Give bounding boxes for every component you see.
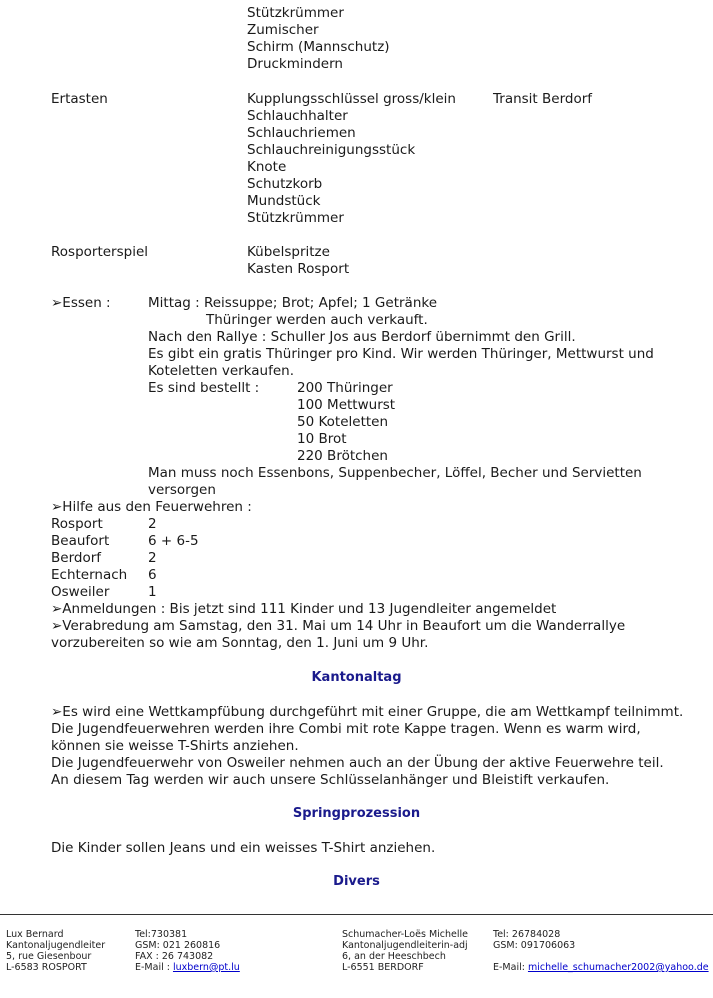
order-item: 50 Koteletten xyxy=(297,414,389,430)
list-item: Schlauchriemen xyxy=(247,125,356,141)
anmeldungen-line: ➢Anmeldungen : Bis jetzt sind 111 Kinder und 13 Jugendleiter angemeldet xyxy=(51,601,557,617)
list-item: Schlauchreinigungsstück xyxy=(247,142,416,158)
paragraph-line: können sie weisse T-Shirts anziehen. xyxy=(51,738,299,754)
essen-line: Es gibt ein gratis Thüringer pro Kind. Wir werden Thüringer, Mettwurst und xyxy=(148,346,654,362)
list-item: Stützkrümmer xyxy=(247,5,344,21)
footer-left-role: Kantonaljugendleiter xyxy=(6,940,106,951)
list-item: Zumischer xyxy=(247,22,319,38)
hilfe-value: 2 xyxy=(148,550,157,566)
footer-left-email-row xyxy=(135,962,240,973)
list-item: Kasten Rosport xyxy=(247,261,350,277)
list-item: Stützkrümmer xyxy=(247,210,344,226)
footer-right-role: Kantonaljugendleiterin-adj xyxy=(342,940,468,951)
order-item: 220 Brötchen xyxy=(297,448,388,464)
hilfe-name: Berdorf xyxy=(51,550,102,566)
essen-label: ➢Essen : xyxy=(51,295,111,311)
hilfe-title: ➢Hilfe aus den Feuerwehren : xyxy=(51,499,252,515)
footer-divider xyxy=(0,914,713,915)
list-item: Schutzkorb xyxy=(247,176,323,192)
email-label: E-Mail : xyxy=(135,962,173,973)
hilfe-value: 6 + 6-5 xyxy=(148,533,199,549)
footer-right-tel: Tel: 26784028 xyxy=(493,929,561,940)
paragraph-line: Die Jugendfeuerwehr von Osweiler nehmen auch an der Übung der aktive Feuerwehre teil. xyxy=(51,755,664,771)
order-item: 100 Mettwurst xyxy=(297,397,396,413)
footer-right-address: 6, an der Heeschbech xyxy=(342,951,446,962)
essen-line: Nach den Rallye : Schuller Jos aus Berdorf übernimmt den Grill. xyxy=(148,329,576,345)
hilfe-value: 6 xyxy=(148,567,157,583)
order-item: 10 Brot xyxy=(297,431,347,447)
hilfe-value: 2 xyxy=(148,516,157,532)
footer-left-fax: FAX : 26 743082 xyxy=(135,951,214,962)
email-label: E-Mail: xyxy=(493,962,528,973)
footer-right-name: Schumacher-Loës Michelle xyxy=(342,929,468,940)
footer-right-city: L-6551 BERDORF xyxy=(342,962,424,973)
order-item: 200 Thüringer xyxy=(297,380,393,396)
verabredung-line: vorzubereiten so wie am Sonntag, den 1. Juni um 9 Uhr. xyxy=(51,635,429,651)
paragraph-line: An diesem Tag werden wir auch unsere Schlüsselanhänger und Bleistift verkaufen. xyxy=(51,772,610,788)
section-heading-kantonaltag: Kantonaltag xyxy=(311,670,402,685)
list-item: Mundstück xyxy=(247,193,321,209)
footer-right-gsm: GSM: 091706063 xyxy=(493,940,576,951)
essen-line: Thüringer werden auch verkauft. xyxy=(206,312,428,328)
ertasten-note: Transit Berdorf xyxy=(493,91,593,107)
verabredung-line: ➢Verabredung am Samstag, den 31. Mai um 14 Uhr in Beaufort um die Wanderrallye xyxy=(51,618,626,634)
footer-left-address: 5, rue Giesenbour xyxy=(6,951,92,962)
hilfe-value: 1 xyxy=(148,584,157,600)
essen-bestellt-label: Es sind bestellt : xyxy=(148,380,260,396)
essen-line: Koteletten verkaufen. xyxy=(148,363,294,379)
footer-left-tel: Tel:730381 xyxy=(135,929,188,940)
hilfe-name: Echternach xyxy=(51,567,128,583)
rosporterspiel-label: Rosporterspiel xyxy=(51,244,149,260)
hilfe-name: Rosport xyxy=(51,516,103,532)
list-item: Knote xyxy=(247,159,287,175)
list-item: Schlauchhalter xyxy=(247,108,348,124)
hilfe-name: Osweiler xyxy=(51,584,110,600)
essen-line: Man muss noch Essenbons, Suppenbecher, Löffel, Becher und Servietten xyxy=(148,465,642,481)
paragraph-line: Die Kinder sollen Jeans und ein weisses T-Shirt anziehen. xyxy=(51,840,436,856)
list-item: Schirm (Mannschutz) xyxy=(247,39,390,55)
list-item: Kübelspritze xyxy=(247,244,330,260)
email-link[interactable]: luxbern@pt.lu xyxy=(172,962,240,973)
ertasten-label: Ertasten xyxy=(51,91,108,107)
email-link[interactable]: michelle_schumacher2002@yahoo.de xyxy=(527,962,709,973)
essen-line: versorgen xyxy=(148,482,216,498)
footer-left-name: Lux Bernard xyxy=(6,929,64,940)
footer-right-email-row xyxy=(493,962,709,973)
essen-line: Mittag : Reissuppe; Brot; Apfel; 1 Getränke xyxy=(148,295,438,311)
footer-left-city: L-6583 ROSPORT xyxy=(6,962,87,973)
hilfe-name: Beaufort xyxy=(51,533,110,549)
section-heading-springprozession: Springprozession xyxy=(292,806,421,821)
list-item: Kupplungsschlüssel gross/klein xyxy=(247,91,456,107)
footer-left-gsm: GSM: 021 260816 xyxy=(135,940,221,951)
section-heading-divers: Divers xyxy=(333,874,380,889)
list-item: Druckmindern xyxy=(247,56,343,72)
paragraph-line: ➢Es wird eine Wettkampfübung durchgeführt mit einer Gruppe, die am Wettkampf teilnimmt. xyxy=(51,704,684,720)
paragraph-line: Die Jugendfeuerwehren werden ihre Combi mit rote Kappe tragen. Wenn es warm wird, xyxy=(51,721,641,737)
